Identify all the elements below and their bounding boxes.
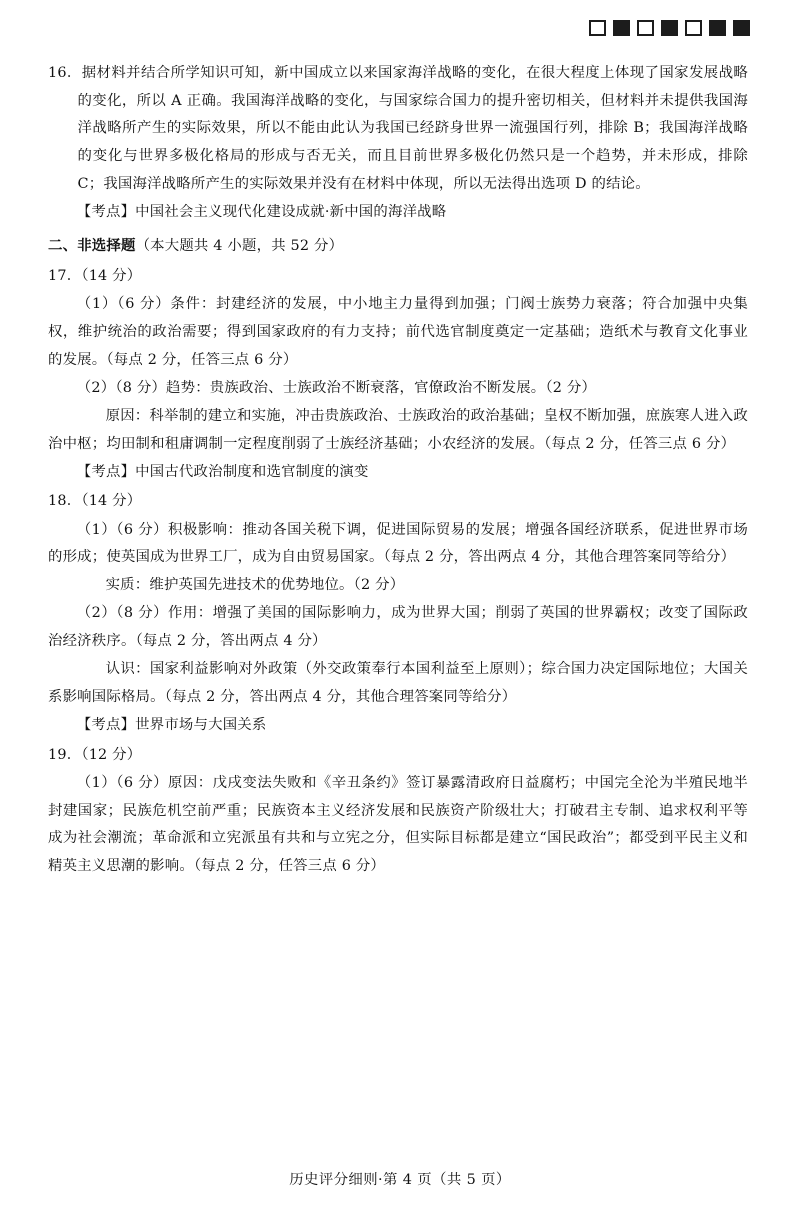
question-19-head: 19．（12 分） [48,746,142,763]
marker-bar-1 [589,20,606,36]
question-19-part1: （1）（6 分）原因：戊戌变法失败和《辛丑条约》签订暴露清政府日益腐朽；中国完全沦为半殖民地半封建国家；民族危机空前严重；民族资本主义经济发展和民族资产阶级壮大；打破君主专制、追求权利平等成为社会潮流；革命派和立宪派虽有共和与立宪之分，但实际目标都是建立“国民政治”；都受到平民主义和精英主义思潮的影响。（每点 2 分，任答三点 6 分） [48,774,748,874]
question-17-part1: （1）（6 分）条件：封建经济的发展，中小地主力量得到加强；门阀士族势力衰落；符合加强中央集权，维护统治的政治需要；得到国家政府的有力支持；前代选官制度奠定一定基础；造纸术与教育文化事业的发展。（每点 2 分，任答三点 6 分） [48,296,748,368]
marker-bar-7 [733,20,750,36]
question-18-head: 18．（14 分） [48,493,142,510]
question-17-head: 17．（14 分） [48,268,142,285]
marker-bar-5 [685,20,702,36]
page-footer: 历史评分细则·第 4 页（共 5 页） [289,1172,511,1188]
page-marker-bars [589,20,750,36]
marker-bar-4 [661,20,678,36]
question-17-kaodian: 【考点】中国古代政治制度和选官制度的演变 [76,463,369,480]
question-18-part2: 实质：维护英国先进技术的优势地位。（2 分） [105,577,405,594]
question-17-part2: （2）（8 分）趋势：贵族政治、士族政治不断衰落，官僚政治不断发展。（2 分） [76,379,597,396]
question-18-kaodian: 【考点】世界市场与大国关系 [76,717,267,734]
question-17-part3: 原因：科举制的建立和实施，冲击贵族政治、士族政治的政治基础；皇权不断加强，庶族寒人进入政治中枢；均田制和租庸调制一定程度削弱了士族经济基础；小农经济的发展。（每点 2 分，任答三点 6 分） [48,407,748,452]
marker-bar-6 [709,20,726,36]
question-16-label: 16． [48,65,82,81]
section-2-title: 非选择题 [77,237,136,255]
question-18-part1: （1）（6 分）积极影响：推动各国关税下调，促进国际贸易的发展；增强各国经济联系，促进世界市场的形成；使英国成为世界工厂，成为自由贸易国家。（每点 2 分，答出两点 4 分，其他合理答案同等给分） [48,521,748,566]
marker-bar-2 [613,20,630,36]
section-2-prefix: 二、 [48,237,78,255]
question-16-kaodian: 【考点】中国社会主义现代化建设成就·新中国的海洋战略 [76,203,447,220]
marker-bar-3 [637,20,654,36]
question-18-part3: （2）（8 分）作用：增强了美国的国际影响力，成为世界大国；削弱了英国的世界霸权；改变了国际政治经济秩序。（每点 2 分，答出两点 4 分） [48,605,748,650]
question-16-explanation [48,60,748,198]
question-18-part4: 认识：国家利益影响对外政策（外交政策奉行本国利益至上原则）；综合国力决定国际地位；大国关系影响国际格局。（每点 2 分，答出两点 4 分，其他合理答案同等给分） [48,661,748,705]
question-16-text: 据材料并结合所学知识可知，新中国成立以来国家海洋战略的变化，在很大程度上体现了国家发展战略的变化，所以 A 正确。我国海洋战略的变化，与国家综合国力的提升密切相关，但材料并未提供我国海洋战略所产生的实际效果，所以不能由此认为我国已经跻身世界一流强国行列，排除 B；我国海洋战略的变化与世界多极化格局的形成与否无关，而且目前世界多极化仍然只是一个趋势，并未形成，排除 C；我国海洋战略所产生的实际效果并没有在材料中体现，所以无法得出选项 D 的结论。 [77,65,748,192]
section-2-heading [48,232,748,261]
document-body [48,60,748,881]
section-2-detail: （本大题共 4 小题，共 52 分） [135,238,344,255]
